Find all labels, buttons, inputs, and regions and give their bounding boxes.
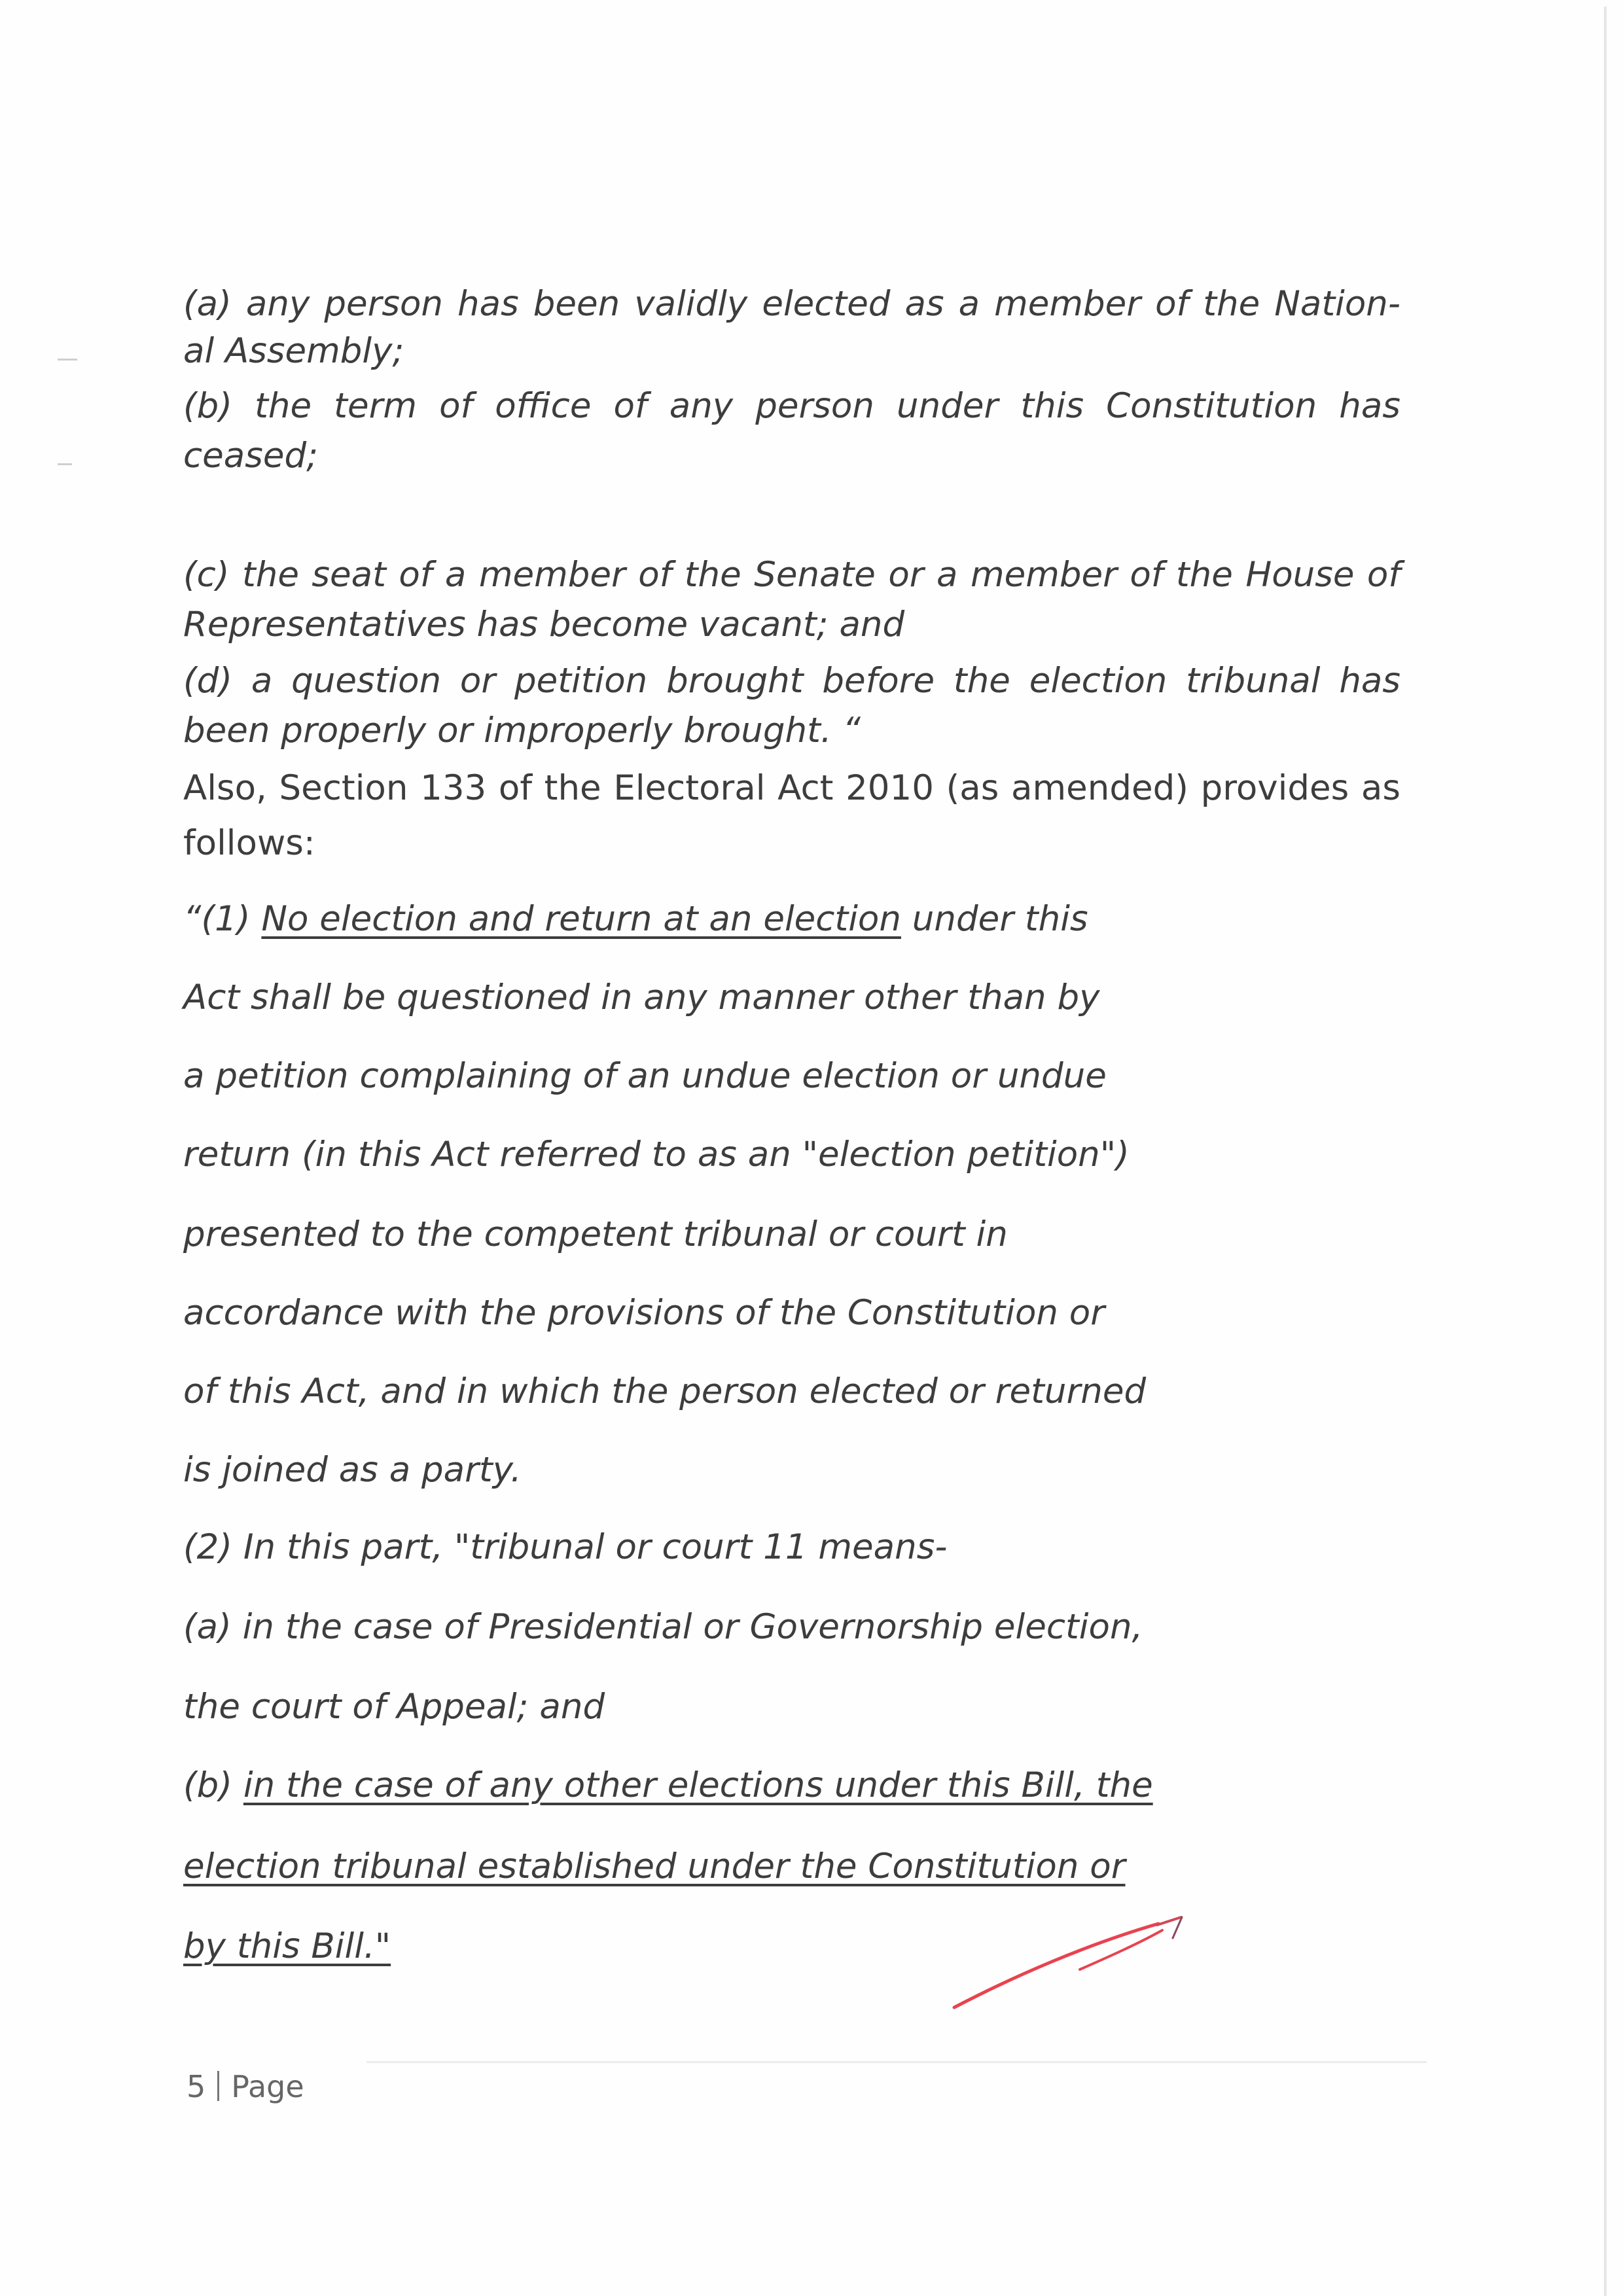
- clause-d-line-2: been properly or improperly brought. “: [183, 711, 861, 751]
- section-133-1-line-3: a petition complaining of an undue election or undue: [183, 1056, 1107, 1096]
- margin-mark: [58, 463, 72, 465]
- red-pen-initials: [942, 1898, 1204, 2028]
- clause-c-line-1: (c) the seat of a member of the Senate or a member of the House of: [183, 555, 1400, 595]
- section-133-2-a-line-1: (a) in the case of Presidential or Governorship election,: [183, 1607, 1143, 1647]
- clause-b-line-2: ceased;: [183, 436, 318, 476]
- section-133-1-line-5: presented to the competent tribunal or court in: [183, 1214, 1008, 1254]
- sub2-b-prefix: (b): [183, 1765, 243, 1805]
- section-133-1-line-6: accordance with the provisions of the Constitution or: [183, 1293, 1105, 1333]
- sub2-b-underlined-1: in the case of any other elections under this Bill, the: [243, 1765, 1153, 1805]
- intro-line-2: follows:: [183, 823, 315, 863]
- section-133-1-line-1: [183, 899, 1088, 939]
- section-133-2-b-line-3: by this Bill.": [183, 1926, 391, 1966]
- page-footer: [187, 2069, 304, 2104]
- clause-a-line-2: al Assembly;: [183, 331, 404, 371]
- page-number: 5: [187, 2069, 206, 2104]
- page-label: Page: [231, 2069, 304, 2104]
- footer-rule: [366, 2061, 1427, 2063]
- scan-edge-line: [1604, 7, 1607, 2296]
- intro-line-1: Also, Section 133 of the Electoral Act 2010 (as amended) provides as: [183, 768, 1400, 808]
- section-133-1-line-8: is joined as a party.: [183, 1450, 522, 1490]
- sub1-prefix: “(1): [183, 899, 262, 939]
- section-133-1-line-4: return (in this Act referred to as an "election petition"): [183, 1135, 1130, 1174]
- section-133-2-heading: (2) In this part, "tribunal or court 11 means-: [183, 1527, 948, 1567]
- clause-a-line-1: (a) any person has been validly elected as a member of the Nation-: [183, 284, 1400, 324]
- section-133-1-line-2: Act shall be questioned in any manner other than by: [183, 978, 1100, 1017]
- section-133-1-line-7: of this Act, and in which the person elected or returned: [183, 1371, 1147, 1411]
- pen-stroke: [1157, 1917, 1181, 1925]
- sub1-suffix: under this: [901, 899, 1088, 939]
- sub1-underlined-text: No election and return at an election: [261, 899, 901, 939]
- clause-b-line-1: (b) the term of office of any person under this Constitution has: [183, 386, 1400, 426]
- footer-separator: [217, 2071, 219, 2101]
- section-133-2-b-line-2: election tribunal established under the Constitution or: [183, 1846, 1126, 1886]
- pen-stroke: [954, 1924, 1158, 2007]
- section-133-2-a-line-2: the court of Appeal; and: [183, 1687, 605, 1727]
- clause-c-line-2: Representatives has become vacant; and: [183, 605, 905, 645]
- margin-mark: [58, 359, 77, 361]
- clause-d-line-1: (d) a question or petition brought before the election tribunal has: [183, 661, 1400, 701]
- section-133-2-b-line-1: [183, 1765, 1153, 1805]
